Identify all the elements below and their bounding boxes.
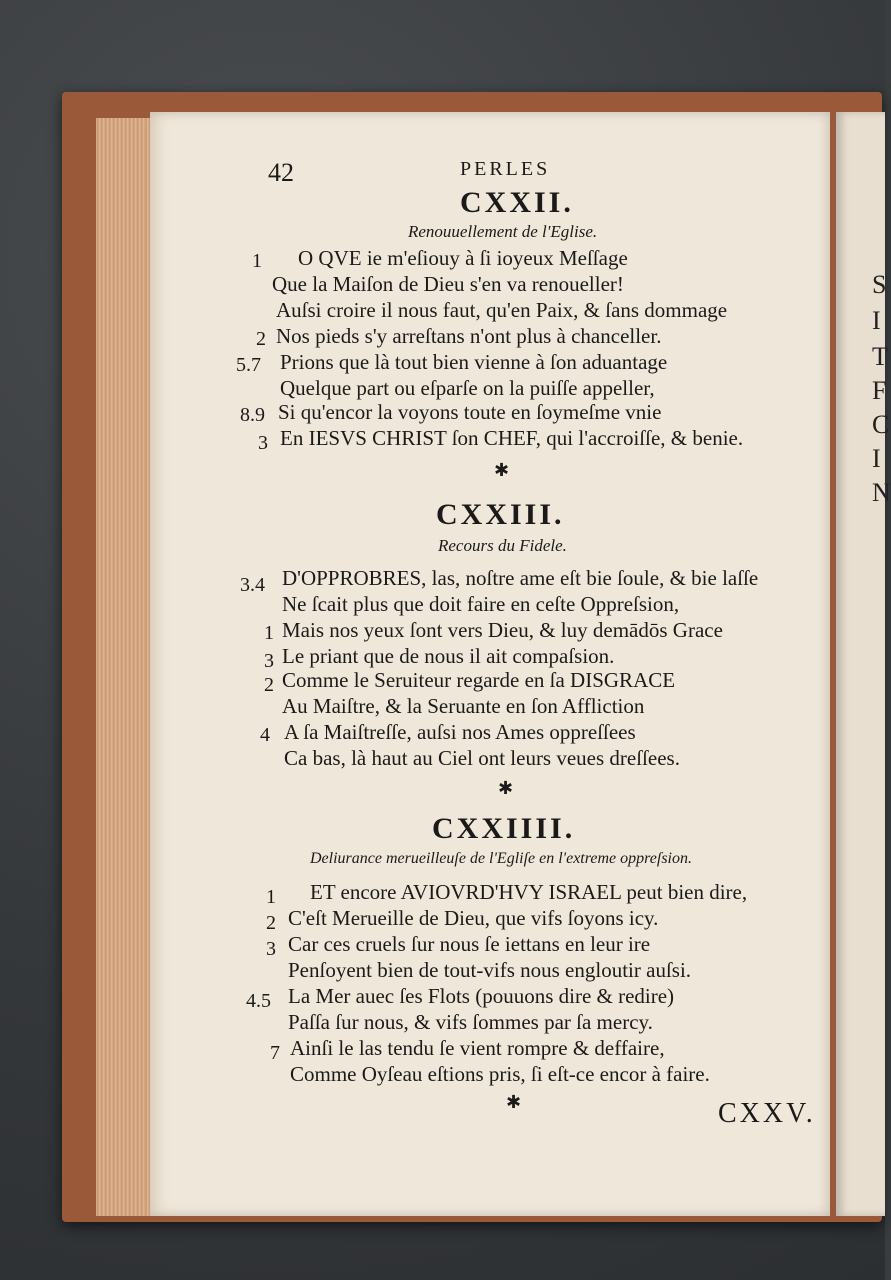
section-subtitle: Renouuellement de l'Eglise. bbox=[408, 222, 598, 241]
section-subtitle: Deliurance merueilleuſe de l'Egliſe en l'extreme oppreſsion. bbox=[310, 850, 692, 867]
section-separator: ✱ bbox=[506, 1092, 522, 1112]
verse-number: 2 bbox=[264, 674, 274, 696]
verse-line: Comme le Seruiteur regarde en ſa DISGRACE bbox=[282, 668, 676, 692]
verse-number: 2 bbox=[256, 328, 266, 350]
verse-line: ET encore AVIOVRD'HVY ISRAEL peut bien dire, bbox=[310, 880, 748, 904]
running-head: PERLES bbox=[460, 158, 551, 180]
facing-page-letter: I bbox=[872, 306, 881, 335]
verse-line: Quelque part ou eſparſe on la puiſſe appeller, bbox=[280, 376, 655, 400]
verse-line: Mais nos yeux ſont vers Dieu, & luy demādōs Grace bbox=[282, 618, 723, 642]
verse-line: Comme Oyſeau eſtions pris, ſi eſt-ce encor à faire. bbox=[290, 1062, 710, 1086]
verse-line: Nos pieds s'y arreſtans n'ont plus à chanceller. bbox=[276, 324, 662, 348]
section-subtitle: Recours du Fidele. bbox=[438, 536, 567, 555]
verse-number: 1 bbox=[266, 886, 276, 908]
verse-line: Si qu'encor la voyons toute en ſoymeſme vnie bbox=[278, 400, 662, 424]
verse-line: C'eſt Merueille de Dieu, que vifs ſoyons icy. bbox=[288, 906, 659, 930]
facing-page-letter: C bbox=[872, 410, 890, 439]
verse-number: 2 bbox=[266, 912, 276, 934]
verse-line: Ainſi le las tendu ſe vient rompre & deffaire, bbox=[290, 1036, 665, 1060]
facing-page-letter: I bbox=[872, 444, 881, 473]
verse-number: 4.5 bbox=[246, 990, 271, 1012]
verse-line: Auſsi croire il nous faut, qu'en Paix, & ſans dommage bbox=[276, 298, 728, 322]
section-separator: ✱ bbox=[498, 778, 514, 798]
section-numeral: CXXIII. bbox=[436, 498, 565, 531]
verse-line: Paſſa ſur nous, & vifs ſommes par ſa mercy. bbox=[288, 1010, 653, 1034]
verse-number: 3.4 bbox=[240, 574, 265, 596]
page-number: 42 bbox=[268, 158, 294, 187]
verse-line: Que la Maiſon de Dieu s'en va renoueller! bbox=[272, 272, 624, 296]
verse-line: Prions que là tout bien vienne à ſon aduantage bbox=[280, 350, 668, 374]
verse-line: Car ces cruels ſur nous ſe iettans en leur ire bbox=[288, 932, 651, 956]
verse-number: 7 bbox=[270, 1042, 280, 1064]
verse-number: 3 bbox=[266, 938, 276, 960]
facing-page-letter: T bbox=[872, 342, 888, 371]
verse-line: Ca bas, là haut au Ciel ont leurs veues dreſſees. bbox=[284, 746, 680, 770]
verse-number: 4 bbox=[260, 724, 270, 746]
section-numeral: CXXIIII. bbox=[432, 812, 576, 845]
catchword: CXXV. bbox=[718, 1098, 816, 1129]
verse-line: A ſa Maiſtreſſe, auſsi nos Ames oppreſſees bbox=[284, 720, 636, 744]
facing-page-letter: F bbox=[872, 376, 887, 405]
verse-line: La Mer auec ſes Flots (pouuons dire & redire) bbox=[288, 984, 675, 1008]
section-numeral: CXXII. bbox=[460, 186, 574, 219]
facing-page-letter: S bbox=[872, 270, 887, 299]
verse-line: D'OPPROBRES, las, noſtre ame eſt bie ſoule, & bie laſſe bbox=[282, 566, 759, 590]
verse-line: Penſoyent bien de tout-vifs nous engloutir auſsi. bbox=[288, 958, 692, 982]
verse-number: 3 bbox=[264, 650, 274, 672]
verse-number: 1 bbox=[252, 250, 262, 272]
verse-line: En IESVS CHRIST ſon CHEF, qui l'accroiſſe, & benie. bbox=[280, 426, 744, 450]
facing-page bbox=[836, 112, 891, 1216]
verse-number: 5.7 bbox=[236, 354, 261, 376]
verse-line: O QVE ie m'eſiouy à ſi ioyeux Meſſage bbox=[298, 246, 628, 270]
section-separator: ✱ bbox=[494, 460, 510, 480]
verse-line: Le priant que de nous il ait compaſsion. bbox=[282, 644, 615, 668]
facing-page-letter: N bbox=[872, 478, 891, 507]
verse-line: Ne ſcait plus que doit faire en ceſte Oppreſsion, bbox=[282, 592, 680, 616]
verse-number: 1 bbox=[264, 622, 274, 644]
verse-line: Au Maiſtre, & la Seruante en ſon Affliction bbox=[282, 694, 645, 718]
verse-number: 3 bbox=[258, 432, 268, 454]
verse-number: 8.9 bbox=[240, 404, 265, 426]
